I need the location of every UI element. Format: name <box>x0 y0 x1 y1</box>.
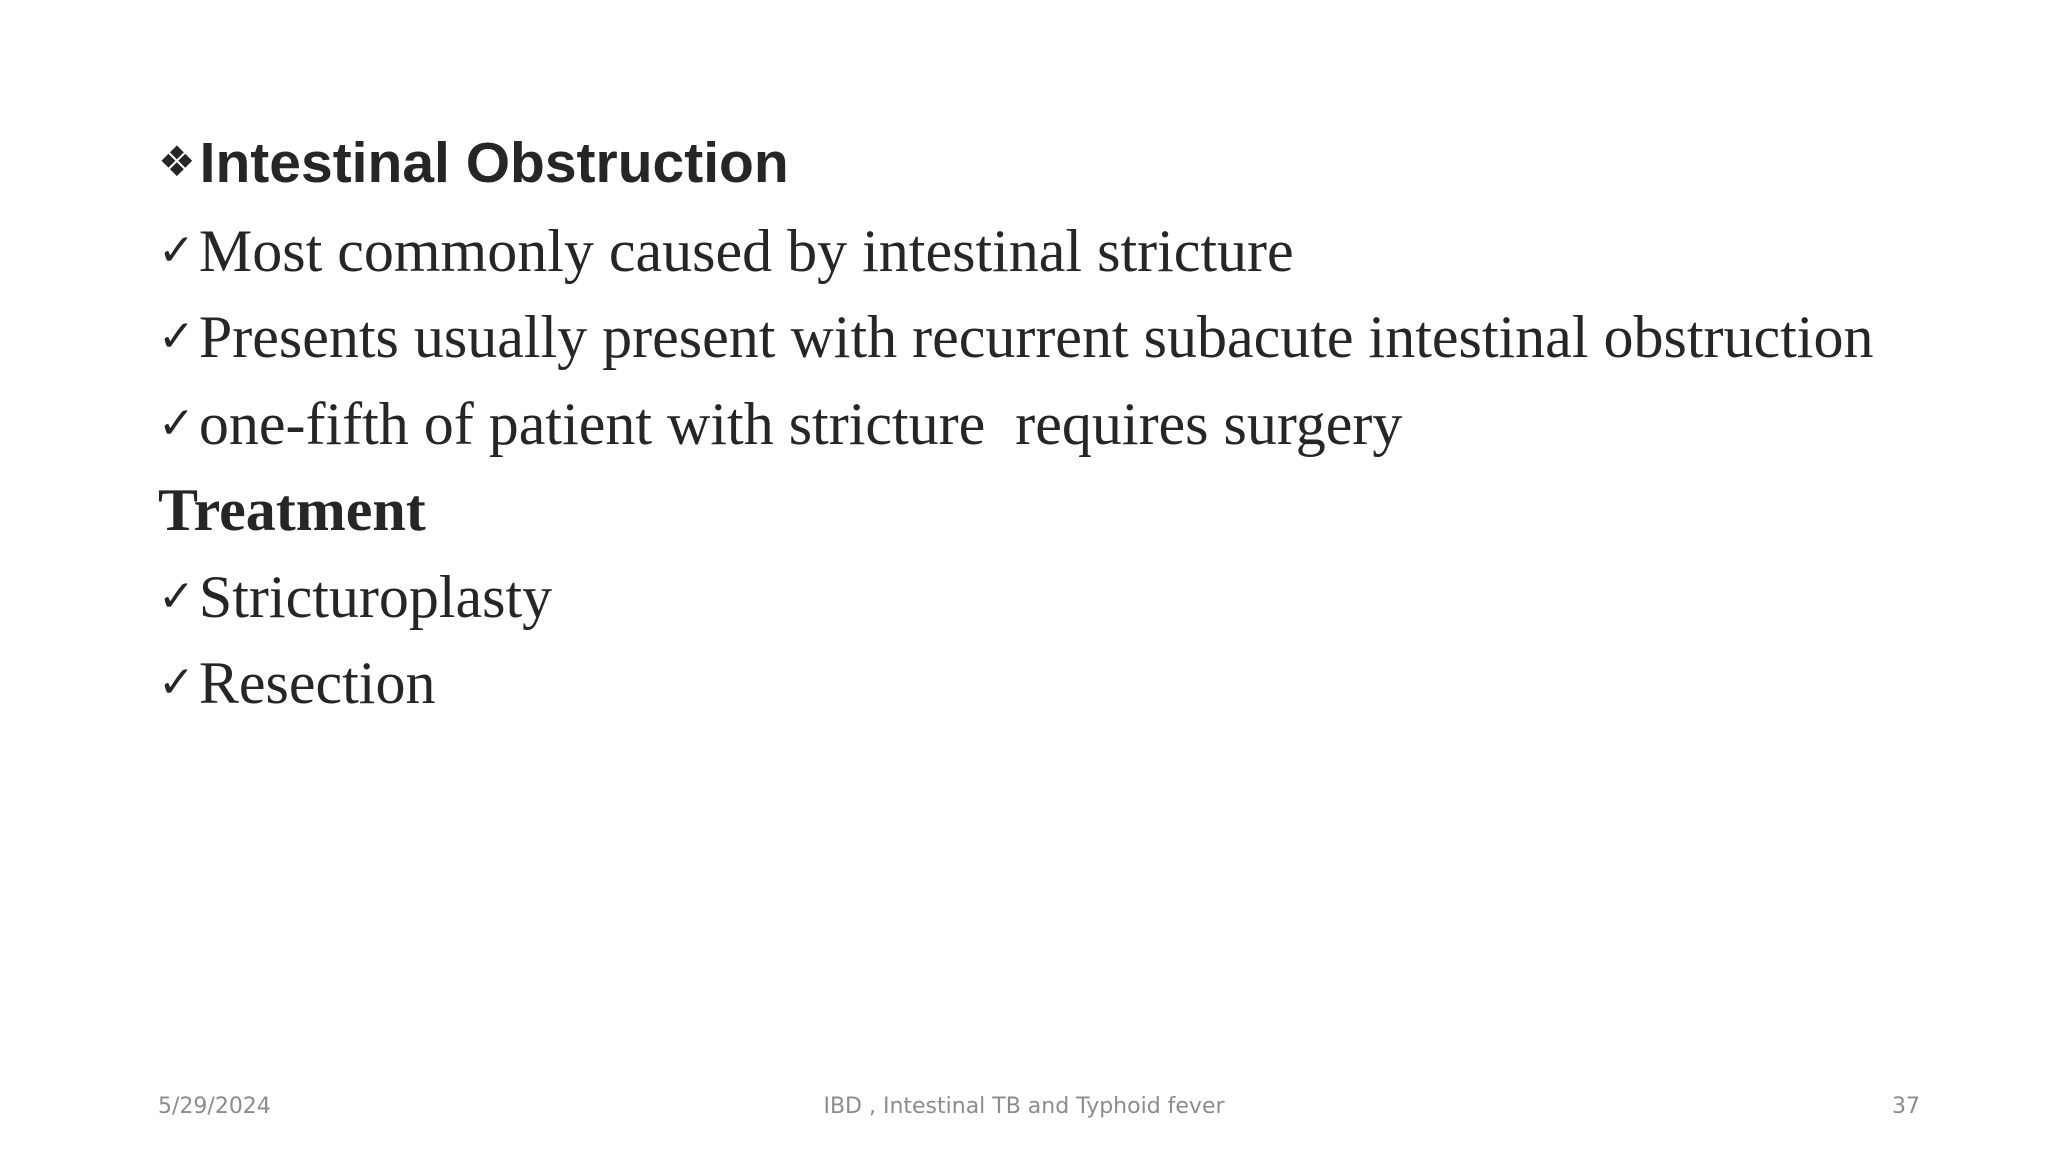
treatment-subheading <box>158 476 1958 563</box>
checkmark-icon: ✓ <box>158 657 195 708</box>
treatment-point <box>158 563 1958 650</box>
checkmark-icon: ✓ <box>158 570 195 622</box>
bullet-point <box>158 217 1958 304</box>
footer-title: IBD , Intestinal TB and Typhoid fever <box>823 1094 1225 1119</box>
four-diamond-bullet-icon: ❖ <box>158 137 196 186</box>
treatment-text: Resection <box>198 650 436 716</box>
bullet-point <box>158 390 1958 477</box>
bullet-point <box>158 303 1958 390</box>
checkmark-icon: ✓ <box>158 397 195 449</box>
checkmark-icon: ✓ <box>158 224 195 276</box>
footer-date: 5/29/2024 <box>158 1094 271 1119</box>
bullet-text: one-fifth of patient with stricture requires surgery <box>198 390 1403 457</box>
bullet-text: Most commonly caused by intestinal stricture <box>198 217 1294 284</box>
slide-content <box>158 130 1958 736</box>
slide-heading <box>158 130 1958 217</box>
checkmark-icon: ✓ <box>158 311 195 362</box>
bullet-text: Presents usually present with recurrent subacute intestinal obstruction <box>198 304 1874 370</box>
treatment-point <box>158 649 1958 736</box>
heading-text: Intestinal Obstruction <box>199 131 789 195</box>
slide-number: 37 <box>1892 1094 1920 1119</box>
subheading-text: Treatment <box>158 477 426 543</box>
treatment-text: Stricturoplasty <box>198 563 553 630</box>
